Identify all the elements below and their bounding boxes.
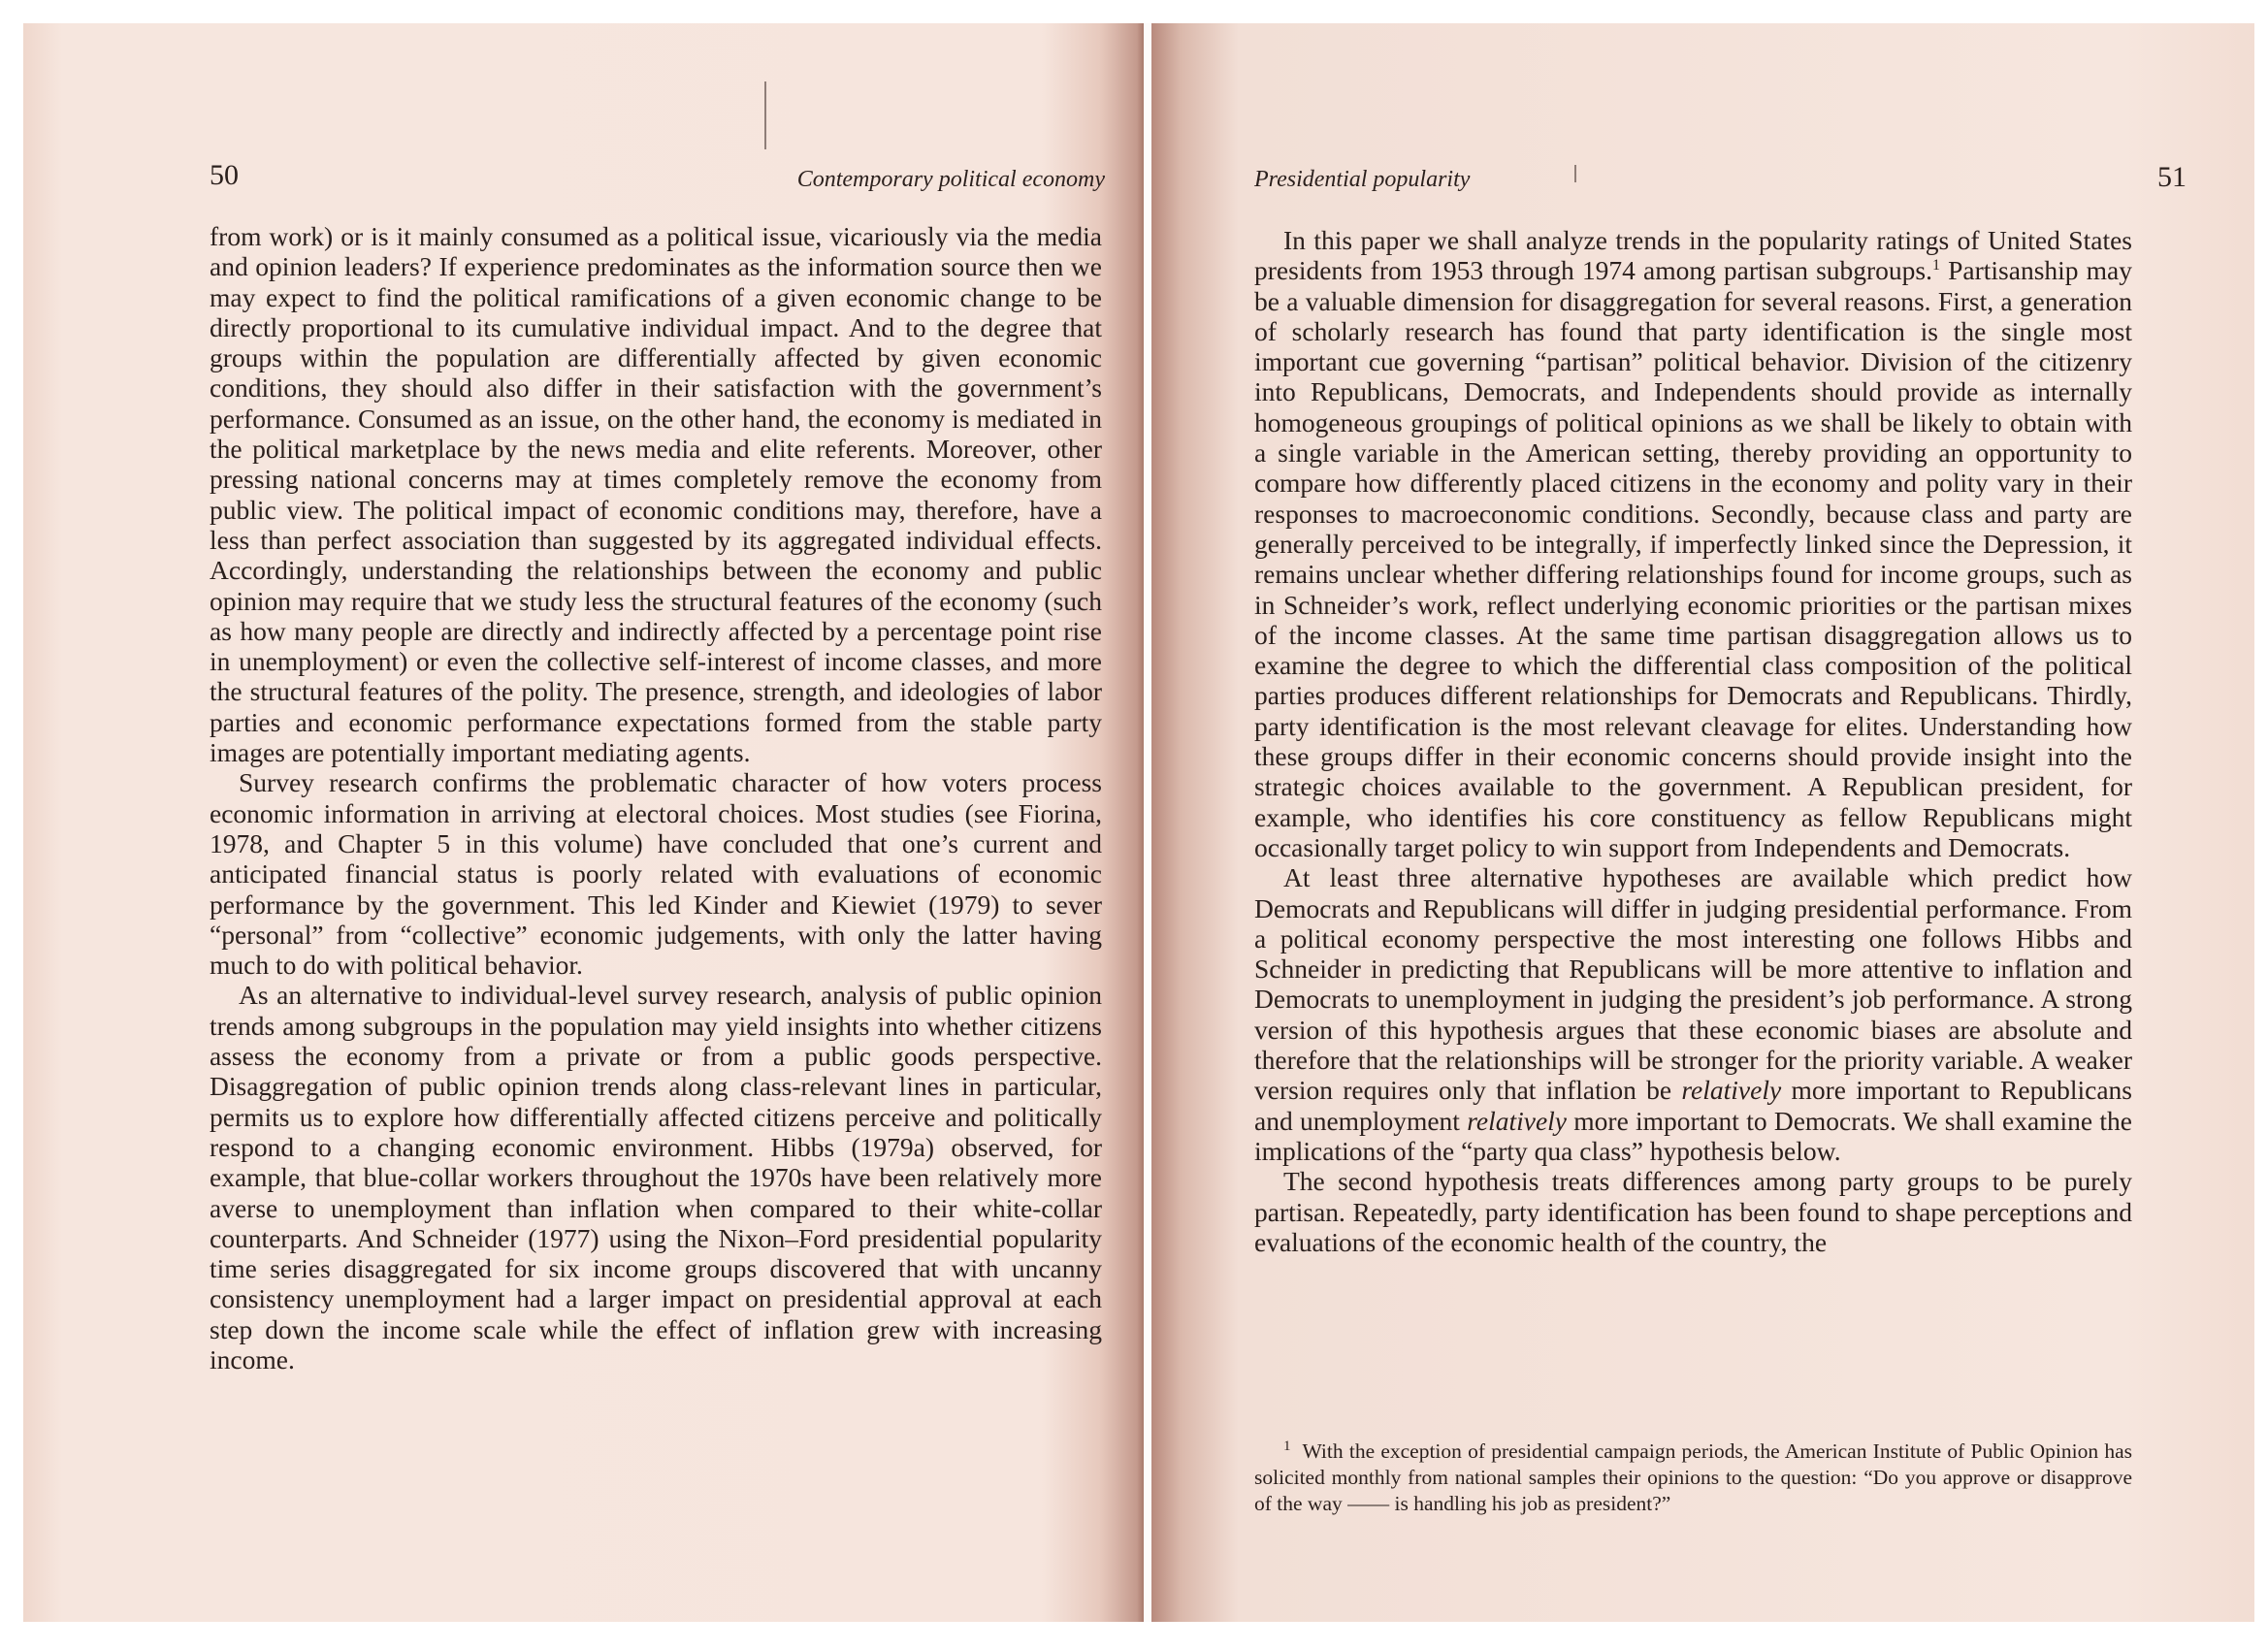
right-page (1151, 23, 2254, 1622)
left-page (23, 23, 1144, 1622)
left-paragraph-1: from work) or is it mainly consumed as a political issue, vicariously via the media and opinion leaders? If experience predominates as the information source then we may expect to find the political ramifications of a given economic change to be directly proportional to its cumulative individual impact. And to the degree that groups within the population are differentially affected by given economic conditions, they should also differ in their satisfaction with the government’s performance. Consumed as an issue, on the other hand, the economy is mediated in the political marketplace by the news media and elite referents. Moreover, other pressing national concerns may at times completely remove the economy from public view. The political impact of economic conditions may, therefore, have a less than perfect association than suggested by its aggregated individual effects. Accordingly, understanding the relationships between the economy and public opinion may require that we study less the structural features of the economy (such as how many people are directly and indirectly affected by a percentage point rise in unemployment) or even the collective self-interest of income classes, and more the structural features of the polity. The presence, strength, and ideologies of labor parties and economic performance expectations formed from the stable party images are potentially important mediating agents. (210, 221, 1102, 768)
pencil-mark-right (1574, 165, 1576, 182)
book-spread (23, 23, 2254, 1622)
left-paragraph-3: As an alternative to individual-level survey research, analysis of public opinion trends among subgroups in the population may yield insights into whether citizens assess the economy from a private or from a public goods perspective. Disaggregation of public opinion trends along class-relevant lines in particular, permits us to explore how differentially affected citizens perceive and politically respond to a changing economic environment. Hibbs (1979a) observed, for example, that blue-collar workers throughout the 1970s have been relatively more averse to unemployment than inflation when compared to their white-collar counterparts. And Schneider (1977) using the Nixon–Ford presidential popularity time series disaggregated for six income groups discovered that with uncanny consistency unemployment had a larger impact on presidential approval at each step down the income scale while the effect of inflation grew with increasing income. (210, 980, 1102, 1374)
right-paragraph-1: In this paper we shall analyze trends in the popularity ratings of United States presidents from 1953 through 1974 among partisan subgroups.$^1$ Partisanship may be a valuable dimension for disaggregation for several reasons. First, a generation of scholarly research has found that party identification is the single most important cue governing “partisan” political behavior. Division of the citizenry into Republicans, Democrats, and Independents should provide as internally homogeneous groupings of political opinions as we shall be likely to obtain with a single variable in the American setting, thereby providing an opportunity to compare how differently placed citizens in the economy and polity vary in their responses to macroeconomic conditions. Secondly, because class and party are generally perceived to be integrally, if imperfectly linked since the Depression, it remains unclear whether differing relationships found for income groups, such as in Schneider’s work, reflect underlying economic priorities or the partisan mixes of the income classes. At the same time partisan disaggregation allows us to examine the degree to which the differential class composition of the political parties produces different relationships for Democrats and Republicans. Thirdly, party identification is the most relevant cleavage for elites. Understanding how these groups differ in their economic concerns should provide insight into the strategic choices available to the government. A Republican president, for example, who identifies his core constituency as fellow Republicans might occasionally target policy to win support from Independents and Democrats. (1254, 225, 2132, 862)
left-paragraph-2: Survey research confirms the problematic character of how voters process economic information in arriving at electoral choices. Most studies (see Fiorina, 1978, and Chapter 5 in this volume) have concluded that one’s current and anticipated financial status is poorly related with evaluations of economic performance by the government. This led Kinder and Kiewiet (1979) to sever “personal” from “collective” economic judgements, with only the latter having much to do with political behavior. (210, 767, 1102, 981)
footnote-reference: 1 (1932, 257, 1941, 275)
page-gutter (1144, 23, 1151, 1622)
pencil-mark (764, 81, 766, 149)
footnote-text: With the exception of presidential campaign periods, the American Institute of Public Opinion has solicited monthly from national samples their opinions to the question: “Do you approve or disapprove of the way —— is handling his job as president?” (1254, 1439, 2132, 1516)
page-number-right: 51 (2157, 161, 2187, 193)
footnote-mark: 1 (1283, 1439, 1291, 1454)
right-paragraph-3: The second hypothesis treats differences among party groups to be purely partisan. Repeatedly, party identification has been found to shape perceptions and evaluations of the economic health of the country, the (1254, 1166, 2132, 1257)
running-head-left: Contemporary political economy (796, 167, 1105, 192)
left-text-column (210, 221, 1102, 1374)
footnote (1254, 1434, 2132, 1517)
right-paragraph-2: At least three alternative hypotheses are available which predict how Democrats and Republicans will differ in judging presidential performance. From a political economy perspective the most interesting one follows Hibbs and Schneider in predicting that Republicans will be more attentive to inflation and Democrats to unemployment in judging the president’s job performance. A strong version of this hypothesis argues that these economic biases are absolute and therefore that the relationships will be stronger for the priority variable. A weaker version requires only that inflation be relatively more important to Republicans and unemployment relatively more important to Democrats. We shall examine the implications of the “party qua class” hypothesis below. (1254, 862, 2132, 1166)
page-number-left: 50 (210, 159, 239, 191)
running-head-right: Presidential popularity (1254, 167, 1471, 192)
right-text-column (1254, 225, 2132, 1257)
